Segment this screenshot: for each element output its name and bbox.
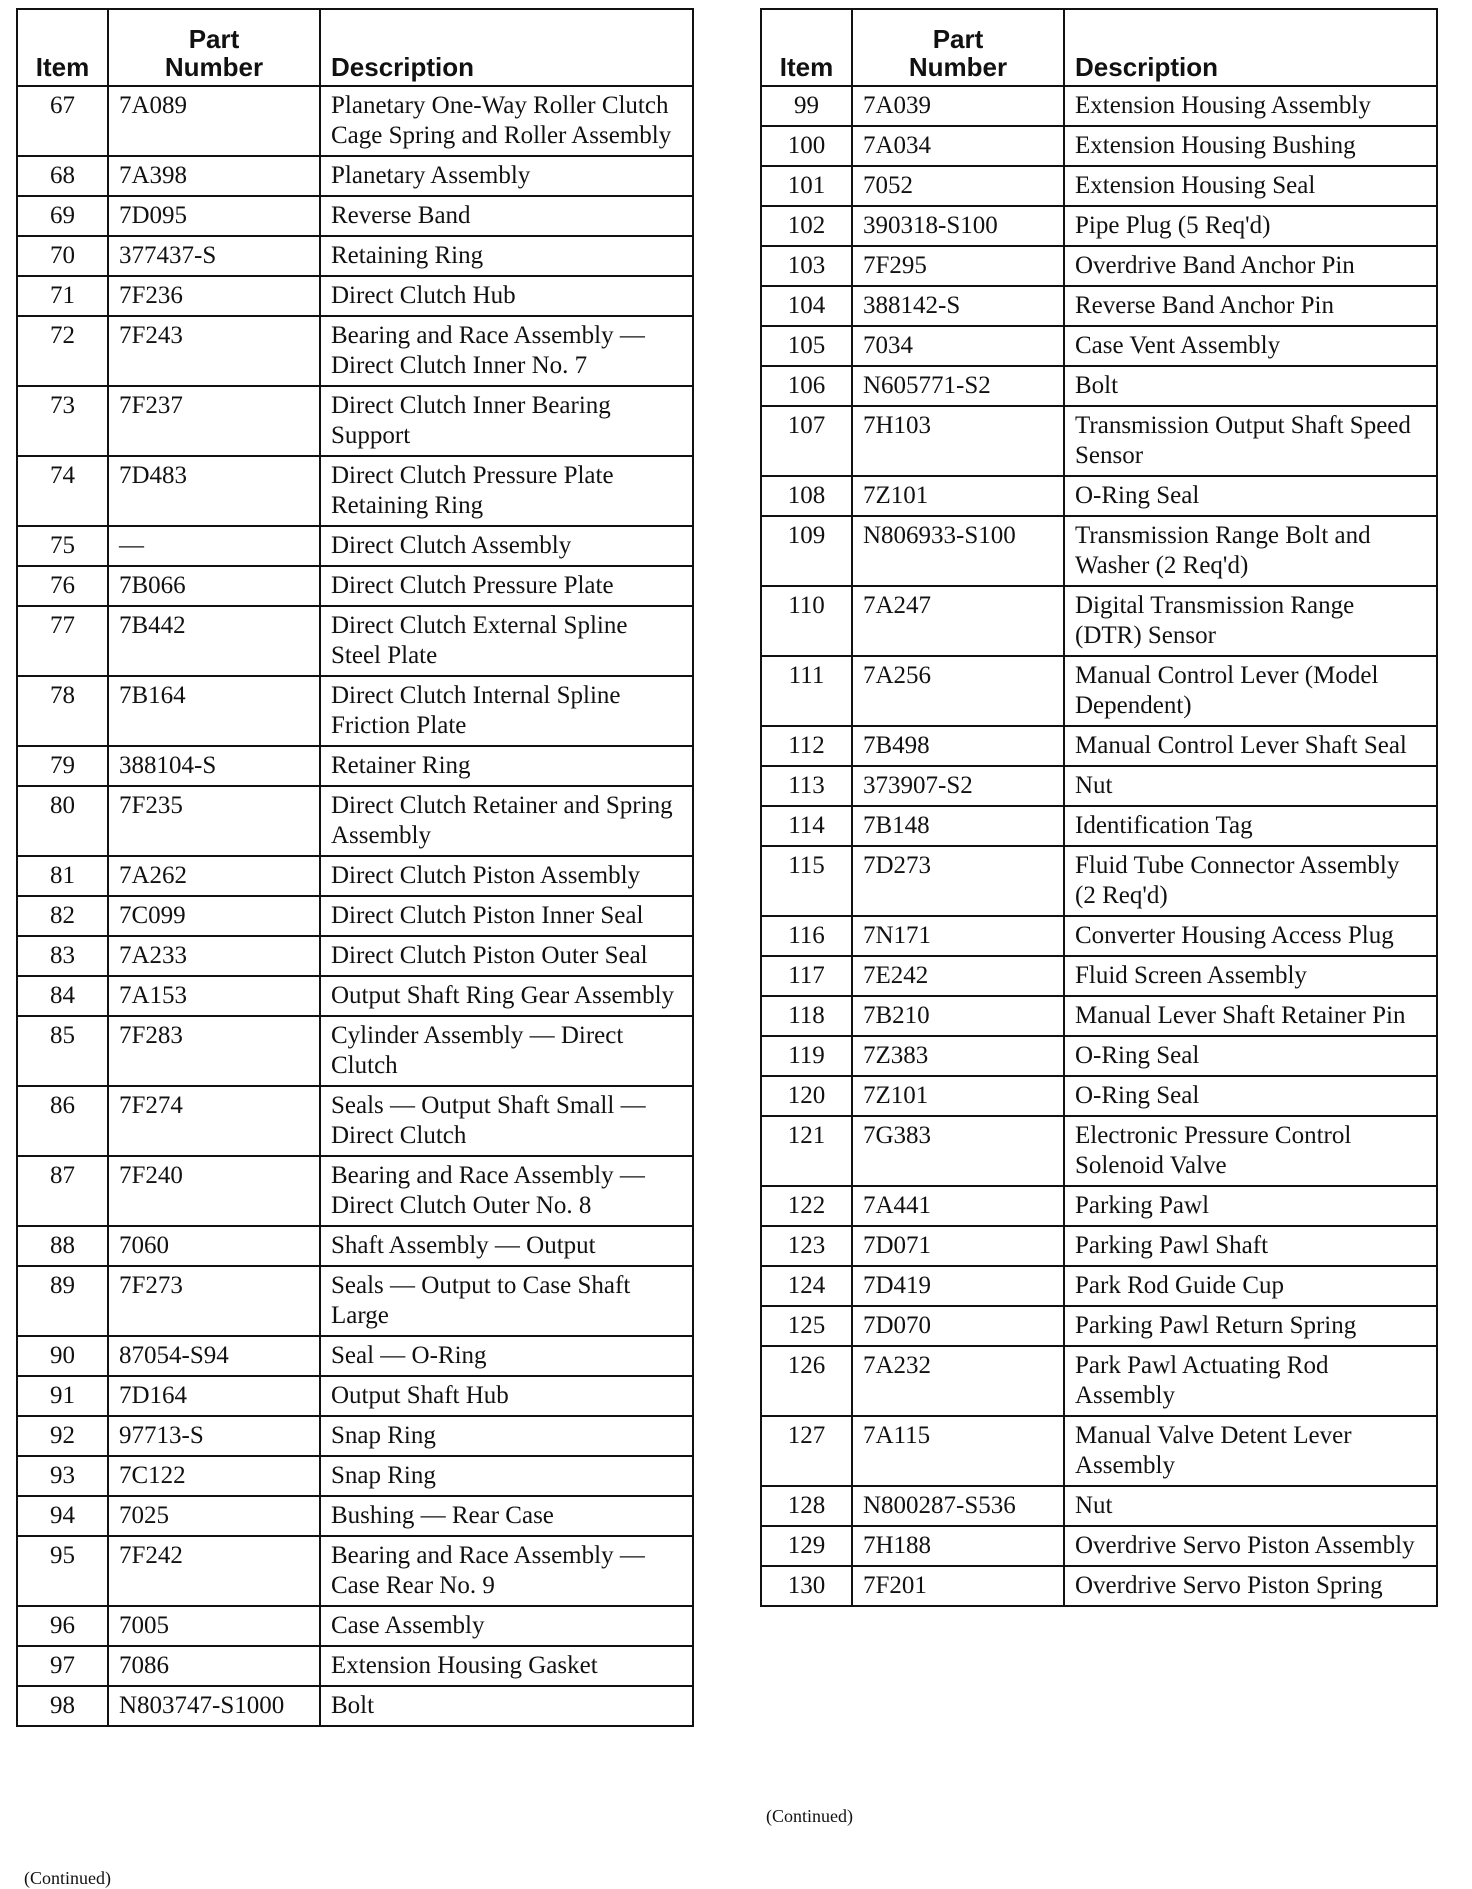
description-cell: Reverse Band Anchor Pin — [1064, 286, 1437, 326]
part-number-cell: 7Z101 — [852, 476, 1064, 516]
description-cell: Bushing — Rear Case — [320, 1496, 693, 1536]
description-cell: Case Assembly — [320, 1606, 693, 1646]
description-cell: Direct Clutch Retainer and Spring Assembly — [320, 786, 693, 856]
description-cell: Cylinder Assembly — Direct Clutch — [320, 1016, 693, 1086]
part-number-cell: 7005 — [108, 1606, 320, 1646]
part-number-cell: 7025 — [108, 1496, 320, 1536]
item-column-header: Item — [17, 9, 108, 86]
description-cell: Parking Pawl — [1064, 1186, 1437, 1226]
item-cell: 71 — [17, 276, 108, 316]
left-continued-note: (Continued) — [24, 1868, 111, 1888]
part-number-cell: 7C122 — [108, 1456, 320, 1496]
table-row — [761, 246, 1437, 286]
table-row — [17, 1606, 693, 1646]
part-number-cell: 7F240 — [108, 1156, 320, 1226]
part-number-header-text: Part Number — [164, 24, 264, 82]
description-cell: Direct Clutch Pressure Plate Retaining Ring — [320, 456, 693, 526]
table-row — [761, 806, 1437, 846]
table-row — [761, 86, 1437, 126]
item-cell: 77 — [17, 606, 108, 676]
description-cell: Planetary Assembly — [320, 156, 693, 196]
description-cell: O-Ring Seal — [1064, 1076, 1437, 1116]
description-cell: Manual Lever Shaft Retainer Pin — [1064, 996, 1437, 1036]
part-number-cell: 7A153 — [108, 976, 320, 1016]
description-cell: Bolt — [320, 1686, 693, 1726]
description-cell: Identification Tag — [1064, 806, 1437, 846]
part-number-cell: 7B498 — [852, 726, 1064, 766]
table-row — [761, 326, 1437, 366]
item-cell: 93 — [17, 1456, 108, 1496]
part-number-cell: 390318-S100 — [852, 206, 1064, 246]
item-cell: 115 — [761, 846, 852, 916]
description-cell: Parking Pawl Shaft — [1064, 1226, 1437, 1266]
item-cell: 80 — [17, 786, 108, 856]
description-cell: Direct Clutch Assembly — [320, 526, 693, 566]
part-number-column-header — [852, 9, 1064, 86]
table-row — [17, 86, 693, 156]
part-number-column-header — [108, 9, 320, 86]
item-cell: 75 — [17, 526, 108, 566]
table-row — [761, 1076, 1437, 1116]
table-row — [17, 1456, 693, 1496]
part-number-cell: 7F295 — [852, 246, 1064, 286]
table-row — [17, 1376, 693, 1416]
description-cell: Direct Clutch Piston Inner Seal — [320, 896, 693, 936]
part-number-cell: N803747-S1000 — [108, 1686, 320, 1726]
part-number-cell: 7A233 — [108, 936, 320, 976]
item-cell: 123 — [761, 1226, 852, 1266]
table-row — [17, 936, 693, 976]
description-cell: O-Ring Seal — [1064, 1036, 1437, 1076]
item-cell: 106 — [761, 366, 852, 406]
description-cell: Planetary One-Way Roller Clutch Cage Spring and Roller Assembly — [320, 86, 693, 156]
part-number-cell: 7A115 — [852, 1416, 1064, 1486]
item-cell: 109 — [761, 516, 852, 586]
table-row — [17, 316, 693, 386]
table-row — [17, 156, 693, 196]
item-cell: 95 — [17, 1536, 108, 1606]
item-cell: 102 — [761, 206, 852, 246]
part-number-header-text: Part Number — [908, 24, 1008, 82]
left-parts-table — [16, 8, 694, 1727]
description-cell: Fluid Screen Assembly — [1064, 956, 1437, 996]
description-cell: Parking Pawl Return Spring — [1064, 1306, 1437, 1346]
part-number-cell: 7Z383 — [852, 1036, 1064, 1076]
item-cell: 88 — [17, 1226, 108, 1266]
description-cell: Nut — [1064, 1486, 1437, 1526]
description-cell: Direct Clutch External Spline Steel Plate — [320, 606, 693, 676]
part-number-cell: 7F242 — [108, 1536, 320, 1606]
description-cell: Pipe Plug (5 Req'd) — [1064, 206, 1437, 246]
table-row — [761, 656, 1437, 726]
item-cell: 100 — [761, 126, 852, 166]
table-row — [17, 1266, 693, 1336]
description-cell: Case Vent Assembly — [1064, 326, 1437, 366]
table-row — [761, 1226, 1437, 1266]
table-row — [761, 956, 1437, 996]
item-cell: 129 — [761, 1526, 852, 1566]
description-cell: Seal — O-Ring — [320, 1336, 693, 1376]
table-row — [761, 996, 1437, 1036]
item-cell: 105 — [761, 326, 852, 366]
part-number-cell: 7G383 — [852, 1116, 1064, 1186]
item-cell: 69 — [17, 196, 108, 236]
table-row — [17, 606, 693, 676]
table-row — [761, 1486, 1437, 1526]
description-cell: Direct Clutch Piston Outer Seal — [320, 936, 693, 976]
part-number-cell: 7D419 — [852, 1266, 1064, 1306]
item-cell: 97 — [17, 1646, 108, 1686]
part-number-cell: 7F236 — [108, 276, 320, 316]
table-row — [17, 1496, 693, 1536]
item-cell: 94 — [17, 1496, 108, 1536]
item-cell: 89 — [17, 1266, 108, 1336]
item-cell: 81 — [17, 856, 108, 896]
item-cell: 127 — [761, 1416, 852, 1486]
part-number-cell: 7B066 — [108, 566, 320, 606]
description-cell: Shaft Assembly — Output — [320, 1226, 693, 1266]
item-cell: 122 — [761, 1186, 852, 1226]
part-number-cell: 7N171 — [852, 916, 1064, 956]
description-cell: Direct Clutch Inner Bearing Support — [320, 386, 693, 456]
item-cell: 112 — [761, 726, 852, 766]
description-cell: Bearing and Race Assembly — Case Rear No. 9 — [320, 1536, 693, 1606]
item-cell: 91 — [17, 1376, 108, 1416]
table-row — [17, 526, 693, 566]
item-cell: 79 — [17, 746, 108, 786]
table-row — [761, 846, 1437, 916]
part-number-cell: 388104-S — [108, 746, 320, 786]
item-cell: 114 — [761, 806, 852, 846]
description-cell: Bearing and Race Assembly — Direct Clutch Inner No. 7 — [320, 316, 693, 386]
description-column-header: Description — [320, 9, 693, 86]
table-row — [761, 476, 1437, 516]
description-cell: Retainer Ring — [320, 746, 693, 786]
item-cell: 118 — [761, 996, 852, 1036]
table-row — [761, 726, 1437, 766]
description-cell: Bearing and Race Assembly — Direct Clutch Outer No. 8 — [320, 1156, 693, 1226]
description-cell: Overdrive Band Anchor Pin — [1064, 246, 1437, 286]
part-number-cell: N800287-S536 — [852, 1486, 1064, 1526]
item-cell: 107 — [761, 406, 852, 476]
description-cell: Manual Valve Detent Lever Assembly — [1064, 1416, 1437, 1486]
part-number-cell: 388142-S — [852, 286, 1064, 326]
item-cell: 76 — [17, 566, 108, 606]
item-cell: 116 — [761, 916, 852, 956]
table-row — [17, 896, 693, 936]
part-number-cell: 7C099 — [108, 896, 320, 936]
table-row — [761, 1036, 1437, 1076]
table-row — [761, 286, 1437, 326]
part-number-cell: 7D273 — [852, 846, 1064, 916]
item-cell: 125 — [761, 1306, 852, 1346]
description-cell: Output Shaft Ring Gear Assembly — [320, 976, 693, 1016]
part-number-cell: 7H103 — [852, 406, 1064, 476]
part-number-cell: 7F274 — [108, 1086, 320, 1156]
table-row — [761, 1526, 1437, 1566]
description-cell: Transmission Range Bolt and Washer (2 Req'd) — [1064, 516, 1437, 586]
description-cell: Overdrive Servo Piston Spring — [1064, 1566, 1437, 1606]
item-cell: 84 — [17, 976, 108, 1016]
item-cell: 83 — [17, 936, 108, 976]
part-number-cell: 7F235 — [108, 786, 320, 856]
item-cell: 103 — [761, 246, 852, 286]
part-number-cell: 7D164 — [108, 1376, 320, 1416]
description-cell: Direct Clutch Pressure Plate — [320, 566, 693, 606]
part-number-cell: 87054-S94 — [108, 1336, 320, 1376]
description-cell: Electronic Pressure Control Solenoid Valve — [1064, 1116, 1437, 1186]
item-cell: 121 — [761, 1116, 852, 1186]
part-number-cell: 7B148 — [852, 806, 1064, 846]
description-cell: Fluid Tube Connector Assembly (2 Req'd) — [1064, 846, 1437, 916]
description-cell: Extension Housing Assembly — [1064, 86, 1437, 126]
table-row — [761, 916, 1437, 956]
description-cell: Seals — Output to Case Shaft Large — [320, 1266, 693, 1336]
part-number-cell: 7H188 — [852, 1526, 1064, 1566]
table-row — [761, 126, 1437, 166]
description-column-header: Description — [1064, 9, 1437, 86]
description-cell: Manual Control Lever (Model Dependent) — [1064, 656, 1437, 726]
table-row — [761, 206, 1437, 246]
part-number-cell: 377437-S — [108, 236, 320, 276]
table-row — [17, 1686, 693, 1726]
description-cell: Converter Housing Access Plug — [1064, 916, 1437, 956]
item-cell: 73 — [17, 386, 108, 456]
table-row — [17, 976, 693, 1016]
item-cell: 72 — [17, 316, 108, 386]
part-number-cell: — — [108, 526, 320, 566]
part-number-cell: 7D071 — [852, 1226, 1064, 1266]
table-row — [17, 746, 693, 786]
item-cell: 111 — [761, 656, 852, 726]
item-cell: 99 — [761, 86, 852, 126]
table-row — [17, 1016, 693, 1086]
part-number-cell: 7086 — [108, 1646, 320, 1686]
item-cell: 70 — [17, 236, 108, 276]
table-row — [761, 1186, 1437, 1226]
part-number-cell: 7D070 — [852, 1306, 1064, 1346]
right-continued-note: (Continued) — [766, 1806, 853, 1826]
description-cell: Extension Housing Gasket — [320, 1646, 693, 1686]
table-row — [17, 1536, 693, 1606]
description-cell: Bolt — [1064, 366, 1437, 406]
table-row — [17, 1646, 693, 1686]
item-cell: 119 — [761, 1036, 852, 1076]
description-cell: Extension Housing Bushing — [1064, 126, 1437, 166]
description-cell: Snap Ring — [320, 1416, 693, 1456]
part-number-cell: 7A232 — [852, 1346, 1064, 1416]
item-column-header: Item — [761, 9, 852, 86]
description-cell: Retaining Ring — [320, 236, 693, 276]
description-cell: Park Rod Guide Cup — [1064, 1266, 1437, 1306]
table-row — [761, 166, 1437, 206]
part-number-cell: 7034 — [852, 326, 1064, 366]
description-cell: Snap Ring — [320, 1456, 693, 1496]
item-cell: 90 — [17, 1336, 108, 1376]
table-row — [761, 766, 1437, 806]
description-cell: Output Shaft Hub — [320, 1376, 693, 1416]
table-header-row — [761, 9, 1437, 86]
table-row — [761, 1566, 1437, 1606]
table-row — [17, 1156, 693, 1226]
description-cell: Direct Clutch Piston Assembly — [320, 856, 693, 896]
description-cell: O-Ring Seal — [1064, 476, 1437, 516]
part-number-cell: 7D483 — [108, 456, 320, 526]
part-number-cell: 373907-S2 — [852, 766, 1064, 806]
part-number-cell: 7B164 — [108, 676, 320, 746]
item-cell: 113 — [761, 766, 852, 806]
item-cell: 67 — [17, 86, 108, 156]
table-row — [17, 196, 693, 236]
table-row — [761, 1346, 1437, 1416]
item-cell: 108 — [761, 476, 852, 516]
part-number-cell: 7A247 — [852, 586, 1064, 656]
part-number-cell: 7F201 — [852, 1566, 1064, 1606]
item-cell: 92 — [17, 1416, 108, 1456]
part-number-cell: 7A089 — [108, 86, 320, 156]
item-cell: 87 — [17, 1156, 108, 1226]
part-number-cell: N806933-S100 — [852, 516, 1064, 586]
part-number-cell: 7F237 — [108, 386, 320, 456]
table-row — [17, 276, 693, 316]
part-number-cell: 7A034 — [852, 126, 1064, 166]
table-row — [17, 456, 693, 526]
part-number-cell: 7A262 — [108, 856, 320, 896]
description-cell: Park Pawl Actuating Rod Assembly — [1064, 1346, 1437, 1416]
item-cell: 126 — [761, 1346, 852, 1416]
part-number-cell: 7B210 — [852, 996, 1064, 1036]
table-row — [761, 516, 1437, 586]
right-table-body — [761, 86, 1437, 1606]
item-cell: 101 — [761, 166, 852, 206]
table-row — [17, 1416, 693, 1456]
part-number-cell: 7Z101 — [852, 1076, 1064, 1116]
description-cell: Reverse Band — [320, 196, 693, 236]
table-row — [17, 1336, 693, 1376]
part-number-cell: 7E242 — [852, 956, 1064, 996]
item-cell: 98 — [17, 1686, 108, 1726]
part-number-cell: 7F273 — [108, 1266, 320, 1336]
description-cell: Seals — Output Shaft Small — Direct Clutch — [320, 1086, 693, 1156]
part-number-cell: N605771-S2 — [852, 366, 1064, 406]
right-parts-table-container — [760, 8, 1438, 1607]
part-number-cell: 97713-S — [108, 1416, 320, 1456]
left-table-body — [17, 86, 693, 1726]
description-cell: Transmission Output Shaft Speed Sensor — [1064, 406, 1437, 476]
part-number-cell: 7052 — [852, 166, 1064, 206]
part-number-cell: 7D095 — [108, 196, 320, 236]
part-number-cell: 7A398 — [108, 156, 320, 196]
part-number-cell: 7B442 — [108, 606, 320, 676]
description-cell: Nut — [1064, 766, 1437, 806]
item-cell: 130 — [761, 1566, 852, 1606]
part-number-cell: 7A256 — [852, 656, 1064, 726]
table-row — [761, 1306, 1437, 1346]
item-cell: 82 — [17, 896, 108, 936]
item-cell: 86 — [17, 1086, 108, 1156]
item-cell: 74 — [17, 456, 108, 526]
table-row — [761, 1416, 1437, 1486]
part-number-cell: 7060 — [108, 1226, 320, 1266]
table-header-row — [17, 9, 693, 86]
item-cell: 128 — [761, 1486, 852, 1526]
table-row — [17, 676, 693, 746]
table-row — [17, 1226, 693, 1266]
part-number-cell: 7A441 — [852, 1186, 1064, 1226]
item-cell: 110 — [761, 586, 852, 656]
item-cell: 68 — [17, 156, 108, 196]
table-row — [17, 566, 693, 606]
item-cell: 120 — [761, 1076, 852, 1116]
right-parts-table — [760, 8, 1438, 1607]
table-row — [17, 1086, 693, 1156]
description-cell: Overdrive Servo Piston Assembly — [1064, 1526, 1437, 1566]
description-cell: Direct Clutch Hub — [320, 276, 693, 316]
item-cell: 96 — [17, 1606, 108, 1646]
description-cell: Direct Clutch Internal Spline Friction Plate — [320, 676, 693, 746]
table-row — [17, 386, 693, 456]
description-cell: Extension Housing Seal — [1064, 166, 1437, 206]
part-number-cell: 7A039 — [852, 86, 1064, 126]
item-cell: 104 — [761, 286, 852, 326]
table-row — [17, 236, 693, 276]
table-row — [761, 366, 1437, 406]
table-row — [761, 406, 1437, 476]
item-cell: 85 — [17, 1016, 108, 1086]
left-parts-table-container — [16, 8, 694, 1727]
description-cell: Manual Control Lever Shaft Seal — [1064, 726, 1437, 766]
table-row — [17, 786, 693, 856]
part-number-cell: 7F283 — [108, 1016, 320, 1086]
part-number-cell: 7F243 — [108, 316, 320, 386]
item-cell: 117 — [761, 956, 852, 996]
table-row — [761, 1266, 1437, 1306]
item-cell: 78 — [17, 676, 108, 746]
description-cell: Digital Transmission Range (DTR) Sensor — [1064, 586, 1437, 656]
item-cell: 124 — [761, 1266, 852, 1306]
table-row — [17, 856, 693, 896]
table-row — [761, 1116, 1437, 1186]
table-row — [761, 586, 1437, 656]
